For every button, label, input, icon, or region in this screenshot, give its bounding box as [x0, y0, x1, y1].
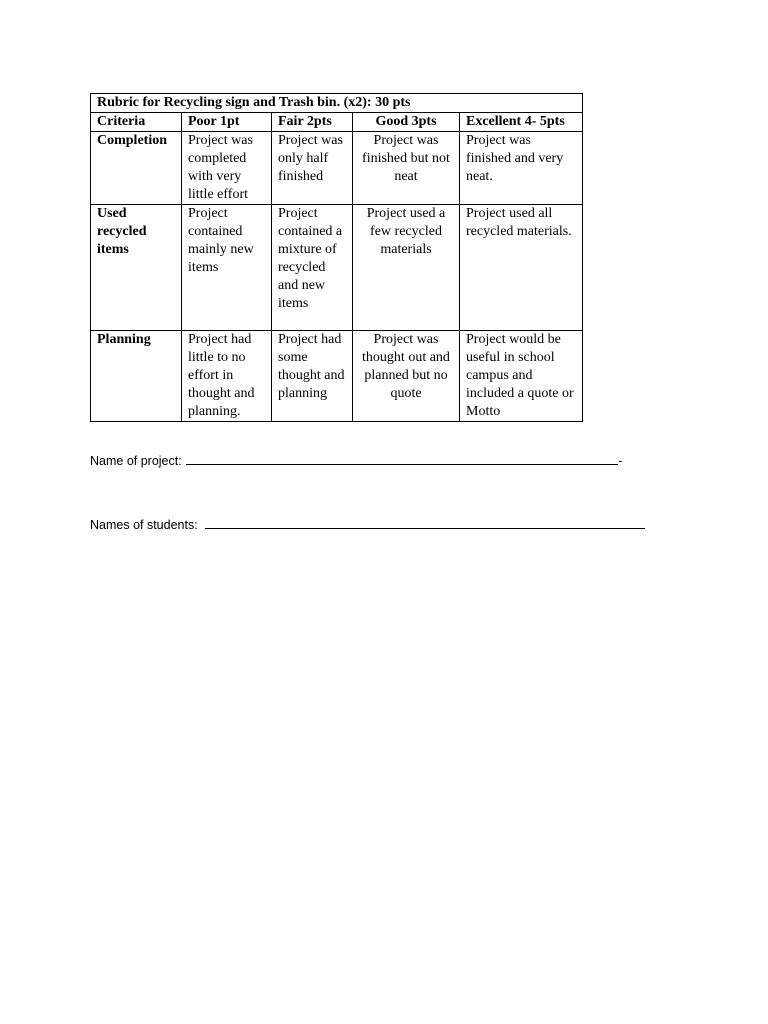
fair-cell: Project was only half finished: [272, 132, 353, 205]
good-cell: Project was finished but not neat: [353, 132, 460, 205]
students-names-blank[interactable]: [205, 517, 645, 529]
header-excellent: Excellent 4- 5pts: [460, 113, 583, 132]
students-names-field: [90, 517, 645, 532]
project-name-blank[interactable]: [186, 453, 618, 465]
excellent-cell: Project used all recycled materials.: [460, 205, 583, 331]
poor-cell: Project was completed with very little effort: [182, 132, 272, 205]
good-cell: Project was thought out and planned but no quote: [353, 331, 460, 422]
excellent-cell: Project was finished and very neat.: [460, 132, 583, 205]
header-criteria: Criteria: [91, 113, 182, 132]
header-poor: Poor 1pt: [182, 113, 272, 132]
header-fair: Fair 2pts: [272, 113, 353, 132]
project-name-label: Name of project:: [90, 454, 182, 468]
excellent-cell: Project would be useful in school campus and included a quote or Motto: [460, 331, 583, 422]
rubric-title-row: [91, 94, 583, 113]
project-name-field: [90, 453, 622, 468]
poor-cell: Project contained mainly new items: [182, 205, 272, 331]
project-name-suffix: -: [618, 454, 623, 468]
table-row: [91, 132, 583, 205]
students-label: Names of students:: [90, 518, 198, 532]
header-good: Good 3pts: [353, 113, 460, 132]
table-row: [91, 205, 583, 331]
criteria-cell: Planning: [91, 331, 182, 422]
rubric-table: [90, 93, 583, 422]
rubric-title: Rubric for Recycling sign and Trash bin. (x2): 30 pts: [91, 94, 583, 113]
criteria-cell: Used recycled items: [91, 205, 182, 331]
fair-cell: Project contained a mixture of recycled and new items: [272, 205, 353, 331]
poor-cell: Project had little to no effort in thought and planning.: [182, 331, 272, 422]
rubric-header-row: [91, 113, 583, 132]
good-cell: Project used a few recycled materials: [353, 205, 460, 331]
table-row: [91, 331, 583, 422]
criteria-cell: Completion: [91, 132, 182, 205]
fair-cell: Project had some thought and planning: [272, 331, 353, 422]
